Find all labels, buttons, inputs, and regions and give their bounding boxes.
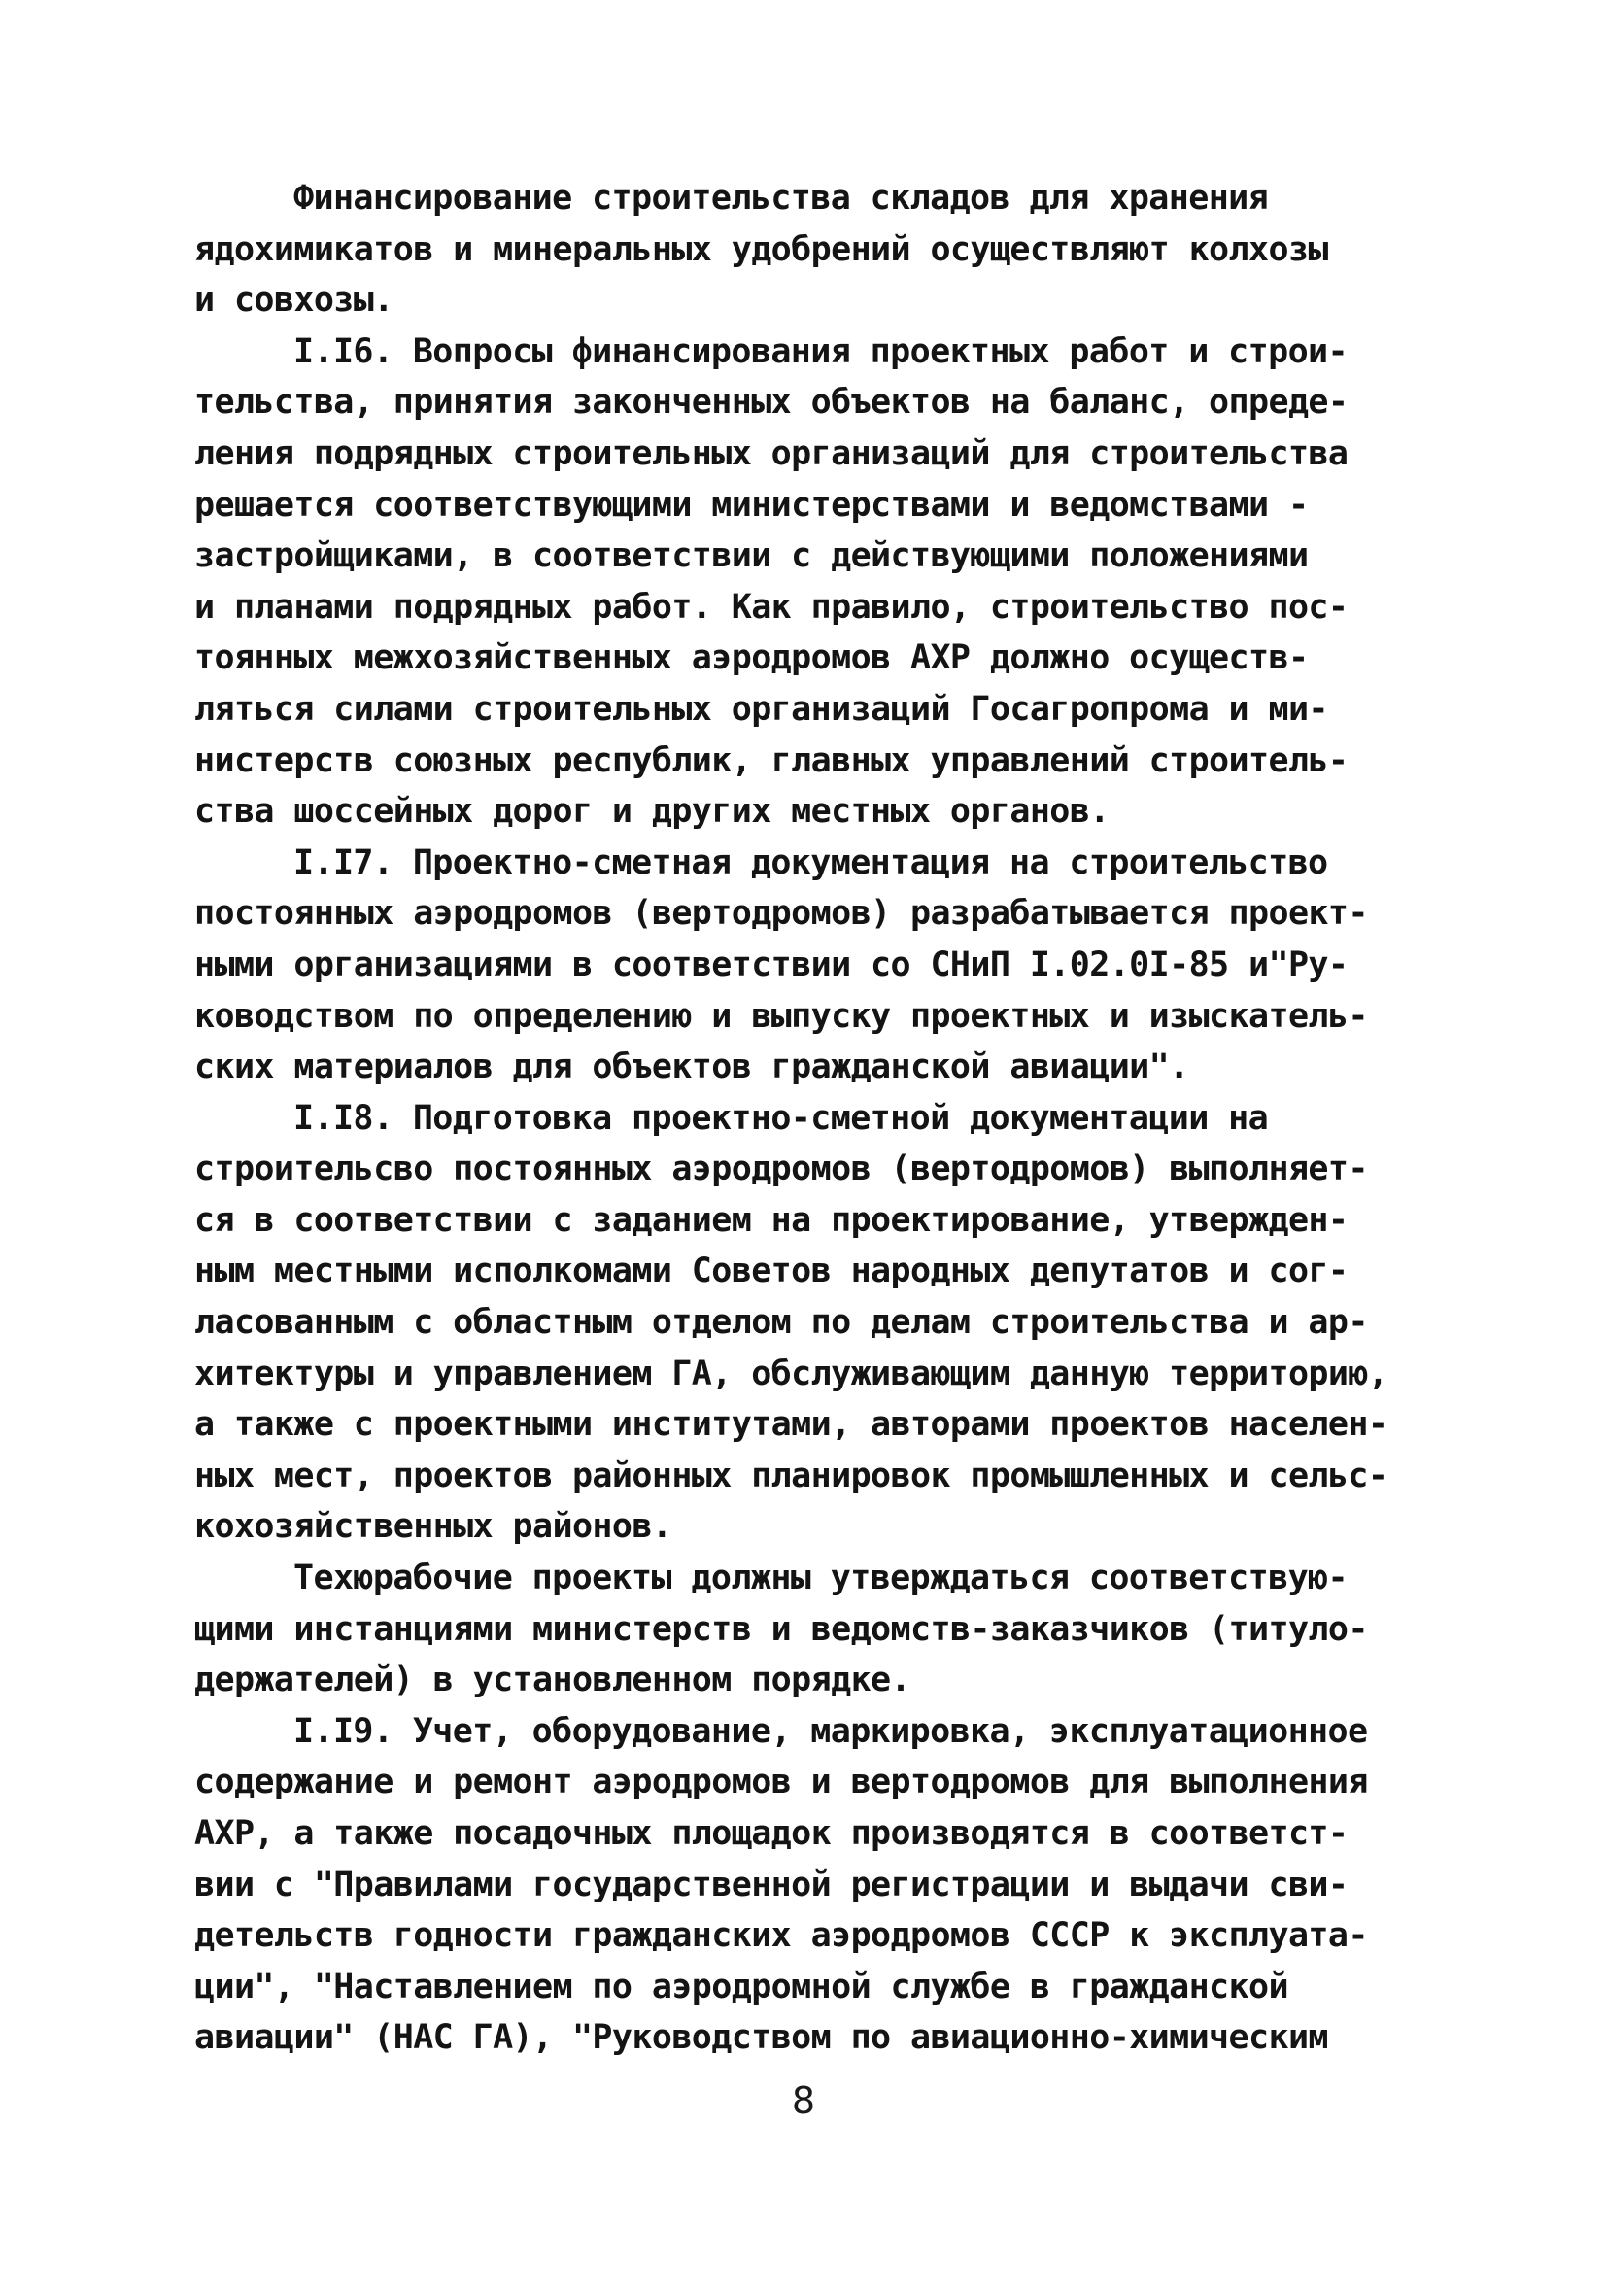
text-line: нистерств союзных республик, главных управлений строитель- xyxy=(194,740,1349,780)
text-line: Финансирование строительства складов для хранения xyxy=(293,179,1269,218)
text-line: АХР, а также посадочных площадок производятся в соответст- xyxy=(194,1814,1349,1853)
text-line: ции", "Наставлением по аэродромной службе в гражданской xyxy=(194,1967,1288,2006)
text-line: застройщиками, в соответствии с действующими положениями xyxy=(194,536,1309,576)
text-line: детельств годности гражданских аэродромов СССР к эксплуата- xyxy=(194,1916,1368,1956)
text-line: I.I7. Проектно-сметная документация на строительство xyxy=(293,842,1328,882)
text-line: I.I9. Учет, оборудование, маркировка, эксплуатационное xyxy=(293,1711,1368,1751)
document-text xyxy=(194,173,1438,2064)
text-line: I.I6. Вопросы финансирования проектных работ и строи- xyxy=(293,331,1349,371)
text-line: ся в соответствии с заданием на проектирование, утвержден- xyxy=(194,1200,1349,1240)
text-line: ководством по определению и выпуску проектных и изыскатель- xyxy=(194,996,1368,1036)
text-line: авиации" (НАС ГА), "Руководством по авиационно-химическим xyxy=(194,2018,1328,2058)
text-line: Техюрабочие проекты должны утверждаться соответствую- xyxy=(293,1559,1349,1598)
page-number: 8 xyxy=(791,2079,816,2122)
text-line: кохозяйственных районов. xyxy=(194,1507,672,1547)
text-line: тоянных межхозяйственных аэродромов АХР должно осуществ- xyxy=(194,638,1309,678)
text-line: ных мест, проектов районных планировок промышленных и сельс- xyxy=(194,1456,1388,1495)
text-line: щими инстанциями министерств и ведомств-заказчиков (титуло- xyxy=(194,1609,1368,1649)
text-line: ских материалов для объектов гражданской авиации". xyxy=(194,1047,1189,1087)
text-line: ласованным с областным отделом по делам строительства и ар- xyxy=(194,1303,1368,1343)
text-line: хитектуры и управлением ГА, обслуживающим данную территорию, xyxy=(194,1354,1388,1393)
text-line: I.I8. Подготовка проектно-сметной документации на xyxy=(293,1098,1269,1138)
text-line: и планами подрядных работ. Как правило, строительство пос- xyxy=(194,587,1349,627)
text-line: содержание и ремонт аэродромов и вертодромов для выполнения xyxy=(194,1763,1368,1802)
text-line: ства шоссейных дорог и других местных органов. xyxy=(194,792,1110,832)
text-line: тельства, принятия законченных объектов на баланс, опреде- xyxy=(194,383,1349,423)
text-line: постоянных аэродромов (вертодромов) разрабатывается проект- xyxy=(194,894,1368,934)
text-line: строительсво постоянных аэродромов (вертодромов) выполняет- xyxy=(194,1149,1368,1189)
text-line: ядохимикатов и минеральных удобрений осуществляют колхозы xyxy=(194,229,1328,269)
text-line: а также с проектными институтами, авторами проектов населен- xyxy=(194,1405,1388,1445)
text-line: ными организациями в соответствии со СНиП I.02.0I-85 и"Ру- xyxy=(194,944,1349,984)
text-line: и совхозы. xyxy=(194,281,393,321)
text-line: держателей) в установленном порядке. xyxy=(194,1661,910,1700)
text-line: вии с "Правилами государственной регистрации и выдачи сви- xyxy=(194,1865,1349,1904)
text-line: ляться силами строительных организаций Госагропрома и ми- xyxy=(194,689,1328,729)
text-line: ным местными исполкомами Советов народных депутатов и сог- xyxy=(194,1251,1349,1291)
text-line: ления подрядных строительных организаций для строительства xyxy=(194,433,1349,473)
text-line: решается соответствующими министерствами и ведомствами - xyxy=(194,485,1309,525)
